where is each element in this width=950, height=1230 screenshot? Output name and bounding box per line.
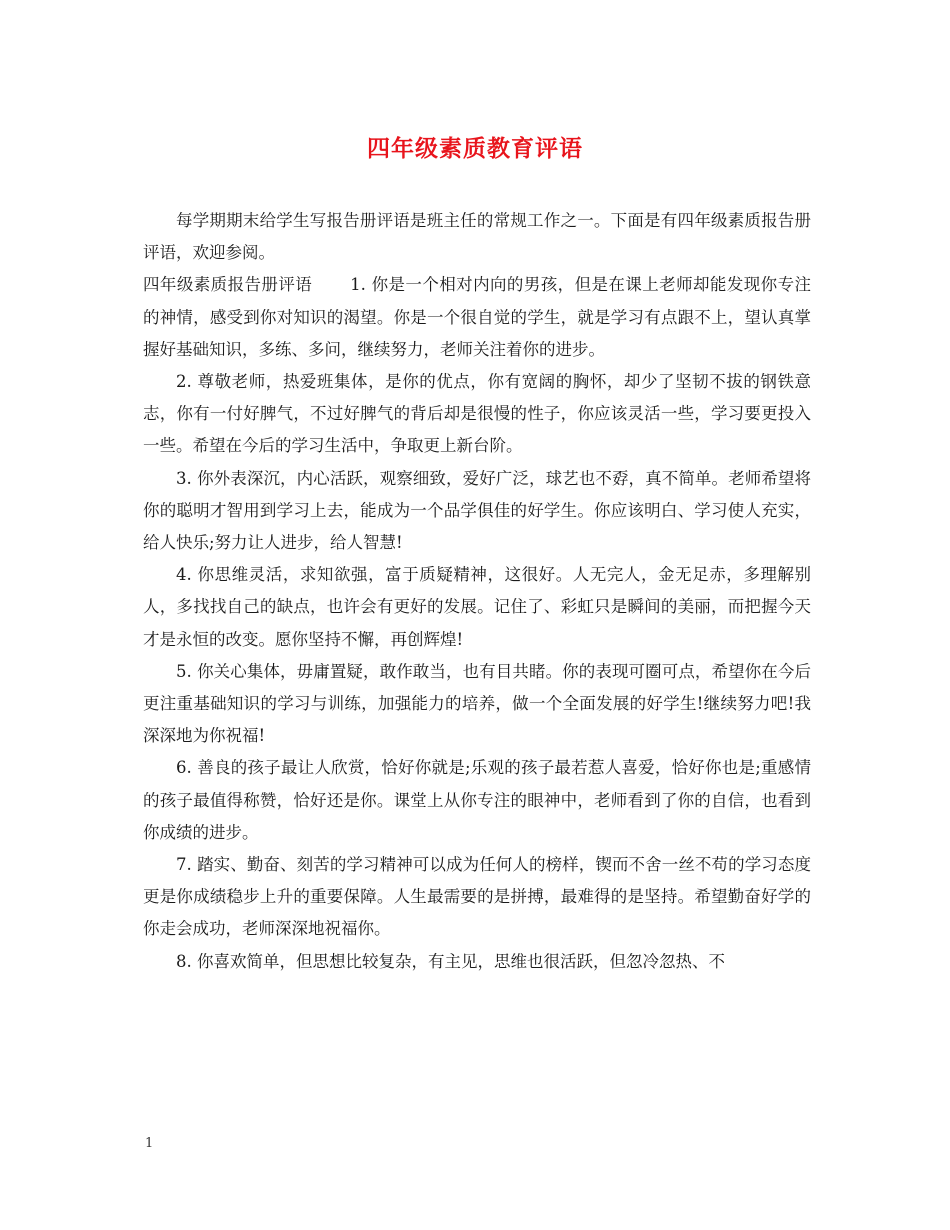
comment-2: 2. 尊敬老师，热爱班集体，是你的优点，你有宽阔的胸怀，却少了坚韧不拔的钢铁意志，你有一付好脾气，不过好脾气的背后却是很慢的性子，你应该灵活一些，学习要更投入一些。希望在今后的学习生活中，争取更上新台阶。 — [143, 372, 811, 456]
document-body — [143, 205, 811, 978]
comment-4: 4. 你思维灵活，求知欲强，富于质疑精神，这很好。人无完人，金无足赤，多理解别人，多找找自己的缺点，也许会有更好的发展。记住了、彩虹只是瞬间的美丽，而把握今天才是永恒的改变。愿你坚持不懈，再创辉煌! — [143, 565, 811, 649]
intro-paragraph: 每学期期末给学生写报告册评语是班主任的常规工作之一。下面是有四年级素质报告册评语，欢迎参阅。 — [143, 211, 811, 263]
comment-1: 1. 你是一个相对内向的男孩，但是在课上老师却能发现你专注的神情，感受到你对知识的渴望。你是一个很自觉的学生，就是学习有点跟不上，望认真掌握好基础知识，多练、多问，继续努力，老师关注着你的进步。 — [143, 275, 811, 359]
subheading-paragraph — [143, 269, 811, 366]
comment-8: 8. 你喜欢简单，但思想比较复杂，有主见，思维也很活跃，但忽冷忽热、不 — [176, 951, 725, 971]
comment-6: 6. 善良的孩子最让人欣赏，恰好你就是;乐观的孩子最若惹人喜爱，恰好你也是;重感情的孩子最值得称赞，恰好还是你。课堂上从你专注的眼神中，老师看到了你的自信，也看到你成绩的进步。 — [143, 758, 811, 842]
page-number: 1 — [145, 1136, 154, 1151]
document-title: 四年级素质教育评语 — [367, 136, 583, 162]
comment-3: 3. 你外表深沉，内心活跃，观察细致，爱好广泛，球艺也不孬，真不简单。老师希望将你的聪明才智用到学习上去，能成为一个品学俱佳的好学生。你应该明白、学习使人充实，给人快乐;努力让人进步，给人智慧! — [143, 468, 811, 553]
comment-5: 5. 你关心集体，毋庸置疑，敢作敢当，也有目共睹。你的表现可圈可点，希望你在今后更注重基础知识的学习与训练，加强能力的培养，做一个全面发展的好学生!继续努力吧!我深深地为你祝福! — [143, 661, 811, 746]
subheading: 四年级素质报告册评语 — [143, 275, 313, 295]
comment-7: 7. 踏实、勤奋、刻苦的学习精神可以成为任何人的榜样，锲而不舍一丝不苟的学习态度更是你成绩稳步上升的重要保障。人生最需要的是拼搏，最难得的是坚持。希望勤奋好学的你走会成功，老师深深地祝福你。 — [143, 855, 811, 939]
